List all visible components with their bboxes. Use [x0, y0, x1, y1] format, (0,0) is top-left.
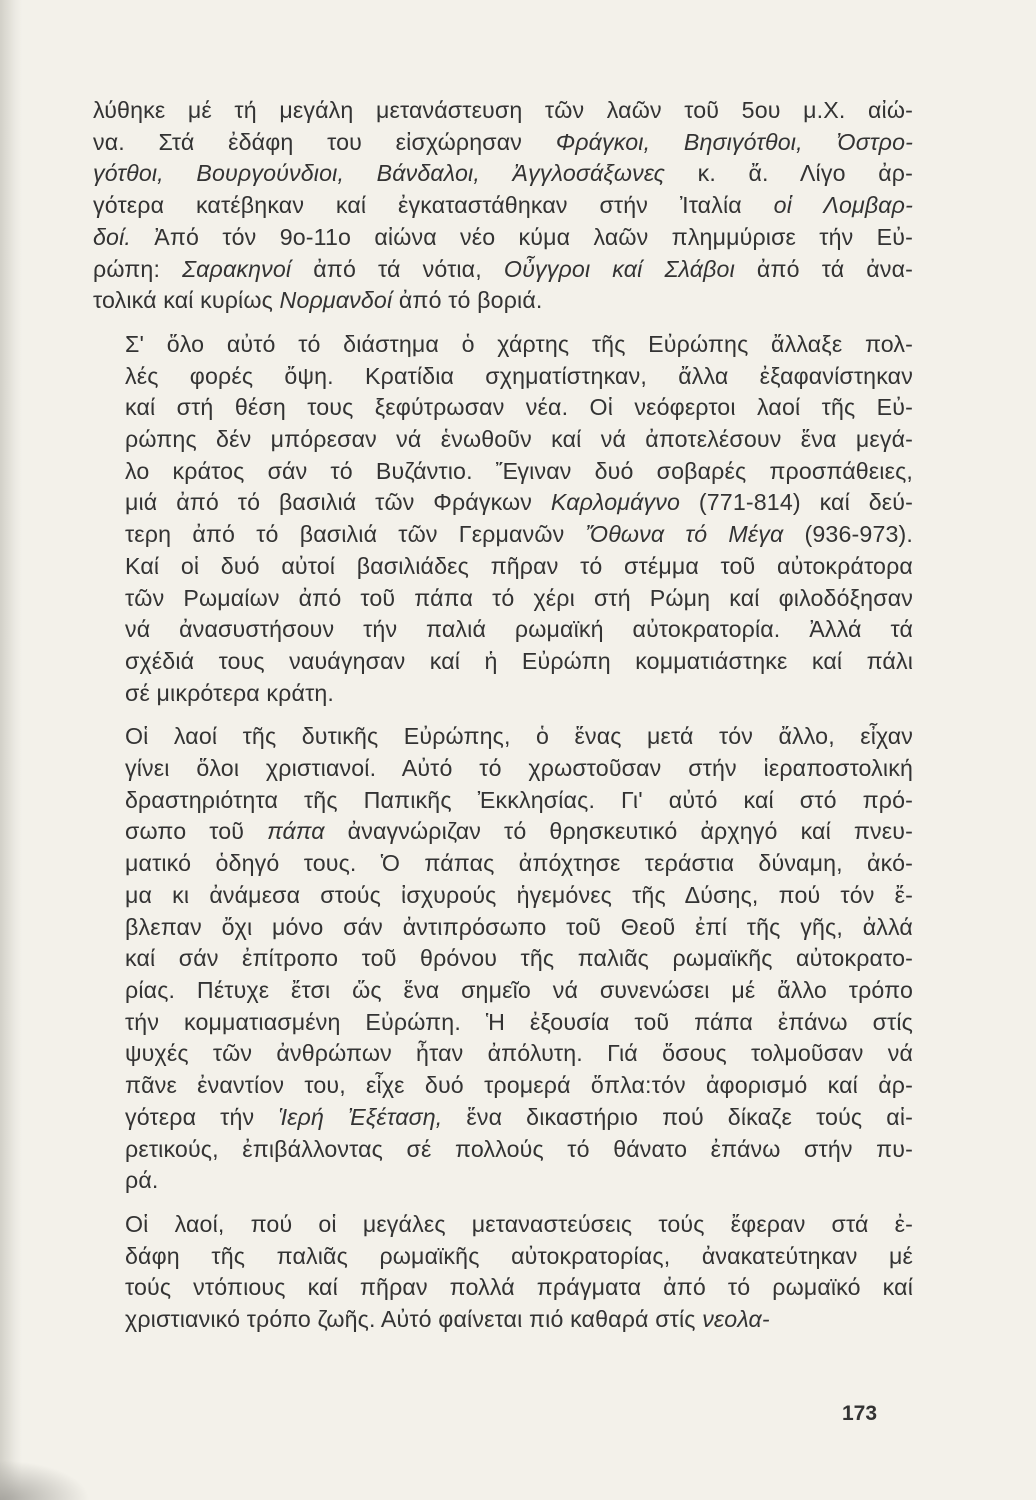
text-line — [93, 1165, 913, 1197]
text-line — [93, 1007, 913, 1039]
text-line — [93, 190, 913, 222]
page-gutter-shadow — [0, 0, 22, 1500]
italic-term: νεολα- — [702, 1306, 770, 1333]
text-line — [93, 158, 913, 190]
text-segment: νά ἀνασυστήσουν τήν παλιά ρωμαϊκή αὐτοκρατορία. Ἀλλά τά — [125, 616, 913, 643]
text-line — [93, 816, 913, 848]
italic-term: Ὄθωνα τό Μέγα — [585, 521, 784, 548]
text-segment: Οἱ λαοί, πού οἱ μεγάλες μεταναστεύσεις τούς ἔφεραν στά ἐ- — [125, 1210, 913, 1237]
text-line — [93, 721, 913, 753]
text-segment: ἀναγνώριζαν τό θρησκευτικό ἀρχηγό καί πνευ- — [324, 818, 913, 845]
text-line — [93, 678, 913, 710]
text-line — [93, 1134, 913, 1166]
text-line — [93, 880, 913, 912]
text-segment: βλεπαν ὄχι μόνο σάν ἀντιπρόσωπο τοῦ Θεοῦ ἐπί τῆς γῆς, ἀλλά — [125, 913, 913, 940]
text-line — [93, 975, 913, 1007]
text-line — [93, 361, 913, 393]
italic-term: Ἱερή Ἐξέταση, — [278, 1103, 443, 1130]
italic-term: Νορμανδοί — [279, 287, 393, 314]
italic-term: γότθοι, Βουργούνδιοι, Βάνδαλοι, Ἀγγλοσάξωνες — [93, 160, 665, 187]
text-line — [93, 1241, 913, 1273]
text-line — [93, 614, 913, 646]
text-line — [93, 1304, 913, 1336]
text-line — [93, 1102, 913, 1134]
text-segment: (936-973). — [783, 521, 913, 548]
paragraph — [93, 721, 913, 1197]
text-segment: ἕνα δικαστήριο πού δίκαζε τούς αἱ- — [442, 1103, 914, 1130]
text-segment: δραστηριότητα τῆς Παπικῆς Ἐκκλησίας. Γι' αὐτό καί στό πρό- — [125, 786, 913, 813]
italic-term: οἱ Λομβαρ- — [773, 192, 913, 219]
text-line — [93, 254, 913, 286]
text-segment: μα κι ἀνάμεσα στούς ἰσχυρούς ἡγεμόνες τῆς Δύσης, πού τόν ἔ- — [125, 881, 913, 908]
paragraph — [93, 95, 913, 317]
italic-term: Καρλομάγνο — [550, 489, 681, 516]
text-line — [93, 222, 913, 254]
text-line — [93, 1038, 913, 1070]
text-line — [93, 392, 913, 424]
text-segment: ἀπό τά νότια, — [291, 255, 504, 282]
text-line — [93, 551, 913, 583]
italic-term: Σαρακηνοί — [182, 255, 292, 282]
text-segment: λύθηκε μέ τή μεγάλη μετανάστευση τῶν λαῶν τοῦ 5ου μ.Χ. αἰώ- — [93, 97, 913, 123]
text-segment: σωπο τοῦ — [125, 818, 268, 845]
text-segment: τούς ντόπιους καί πῆραν πολλά πράγματα ἀπό τό ρωμαϊκό καί — [125, 1274, 913, 1301]
text-segment: σχέδιά τους ναυάγησαν καί ἡ Εὐρώπη κομματιάστηκε καί πάλι — [125, 647, 913, 674]
text-line — [93, 1272, 913, 1304]
text-line — [93, 329, 913, 361]
text-segment: γότερα κατέβηκαν καί ἐγκαταστάθηκαν στήν Ἰταλία — [93, 192, 774, 219]
text-segment: Ἀπό τόν 9ο-11ο αἰώνα νέο κύμα λαῶν πλημμύρισε τήν Εὐ- — [130, 223, 913, 250]
page-number: 173 — [842, 1402, 878, 1425]
text-segment: γίνει ὅλοι χριστιανοί. Αὐτό τό χρωστοῦσαν στήν ἱεραποστολική — [125, 755, 913, 782]
text-segment: καί σάν ἐπίτροπο τοῦ θρόνου τῆς παλιᾶς ρωμαϊκῆς αὐτοκρατο- — [125, 945, 913, 972]
text-line — [93, 912, 913, 944]
text-segment: ἀπό τό βοριά. — [392, 287, 543, 314]
text-segment: λο κράτος σάν τό Βυζάντιο. Ἔγιναν δυό σοβαρές προσπάθειες, — [125, 457, 913, 484]
text-segment: τήν κομματιασμένη Εὐρώπη. Ἡ ἐξουσία τοῦ πάπα ἐπάνω στίς — [125, 1008, 913, 1035]
text-segment: κ. ἄ. Λίγο ἀρ- — [665, 160, 913, 187]
text-segment: χριστιανικό τρόπο ζωῆς. Αὐτό φαίνεται πιό καθαρά στίς — [125, 1306, 703, 1333]
text-segment: μιά ἀπό τό βασιλιά τῶν Φράγκων — [125, 489, 551, 516]
text-segment: δάφη τῆς παλιᾶς ρωμαϊκῆς αὐτοκρατορίας, ἀνακατεύτηκαν μέ — [125, 1242, 913, 1269]
text-segment: ψυχές τῶν ἀνθρώπων ἦταν ἀπόλυτη. Γιά ὅσους τολμοῦσαν νά — [125, 1040, 913, 1067]
text-segment: ματικό ὁδηγό τους. Ὁ πάπας ἀπόχτησε τεράστια δύναμη, ἀκό- — [125, 850, 913, 877]
text-segment: καί στή θέση τους ξεφύτρωσαν νέα. Οἱ νεόφερτοι λαοί τῆς Εὐ- — [125, 394, 913, 421]
italic-term: Οὖγγροι καί Σλάβοι — [503, 255, 735, 282]
text-segment: τολικά καί κυρίως — [93, 287, 280, 314]
text-line — [93, 424, 913, 456]
text-segment: σέ μικρότερα κράτη. — [125, 679, 335, 706]
italic-term: πάπα — [267, 818, 325, 845]
italic-term: Φράγκοι, Βησιγότθοι, Ὀστρο- — [555, 128, 913, 155]
text-segment: ἀπό τά ἀνα- — [734, 255, 914, 282]
paragraph — [93, 1209, 913, 1336]
text-segment: ρώπη: — [93, 255, 183, 282]
paragraph — [93, 329, 913, 709]
text-line — [93, 943, 913, 975]
text-line — [93, 583, 913, 615]
text-segment: τερη ἀπό τό βασιλιά τῶν Γερμανῶν — [125, 521, 586, 548]
text-segment: Οἱ λαοί τῆς δυτικῆς Εὐρώπης, ὁ ἕνας μετά τόν ἄλλο, εἶχαν — [125, 723, 913, 750]
text-line — [93, 646, 913, 678]
page-body-text — [93, 95, 913, 1336]
text-line — [93, 127, 913, 159]
text-segment: Καί οἱ δυό αὐτοί βασιλιάδες πῆραν τό στέμμα τοῦ αὐτοκράτορα — [125, 552, 913, 579]
text-line — [93, 1070, 913, 1102]
text-segment: να. Στά ἐδάφη του εἰσχώρησαν — [93, 128, 556, 155]
text-segment: πᾶνε ἐναντίον του, εἶχε δυό τρομερά ὅπλα:τόν ἀφορισμό καί ἀρ- — [125, 1072, 913, 1099]
text-line — [93, 456, 913, 488]
text-segment: λές φορές ὄψη. Κρατίδια σχηματίστηκαν, ἄλλα ἐξαφανίστηκαν — [125, 362, 913, 389]
text-segment: ρίας. Πέτυχε ἔτσι ὥς ἕνα σημεῖο νά συνενώσει μέ ἄλλο τρόπο — [125, 976, 913, 1003]
text-segment: ρά. — [125, 1167, 159, 1194]
page-corner-shadow — [0, 1460, 90, 1500]
text-line — [93, 95, 913, 127]
text-line — [93, 848, 913, 880]
text-line — [93, 487, 913, 519]
text-segment: τῶν Ρωμαίων ἀπό τοῦ πάπα τό χέρι στή Ρώμη καί φιλοδόξησαν — [125, 584, 913, 611]
text-segment: γότερα τήν — [125, 1103, 279, 1130]
text-line — [93, 785, 913, 817]
text-segment: (771-814) καί δεύ- — [680, 489, 913, 516]
text-line — [93, 285, 913, 317]
italic-term: δοί. — [93, 223, 131, 250]
text-line — [93, 1209, 913, 1241]
text-line — [93, 519, 913, 551]
text-segment: ρώπης δέν μπόρεσαν νά ἑνωθοῦν καί νά ἀποτελέσουν ἕνα μεγά- — [125, 426, 913, 453]
text-segment: ρετικούς, ἐπιβάλλοντας σέ πολλούς τό θάνατο ἐπάνω στήν πυ- — [125, 1135, 913, 1162]
text-line — [93, 753, 913, 785]
text-segment: Σ' ὅλο αὐτό τό διάστημα ὁ χάρτης τῆς Εὐρώπης ἄλλαξε πολ- — [125, 330, 913, 357]
